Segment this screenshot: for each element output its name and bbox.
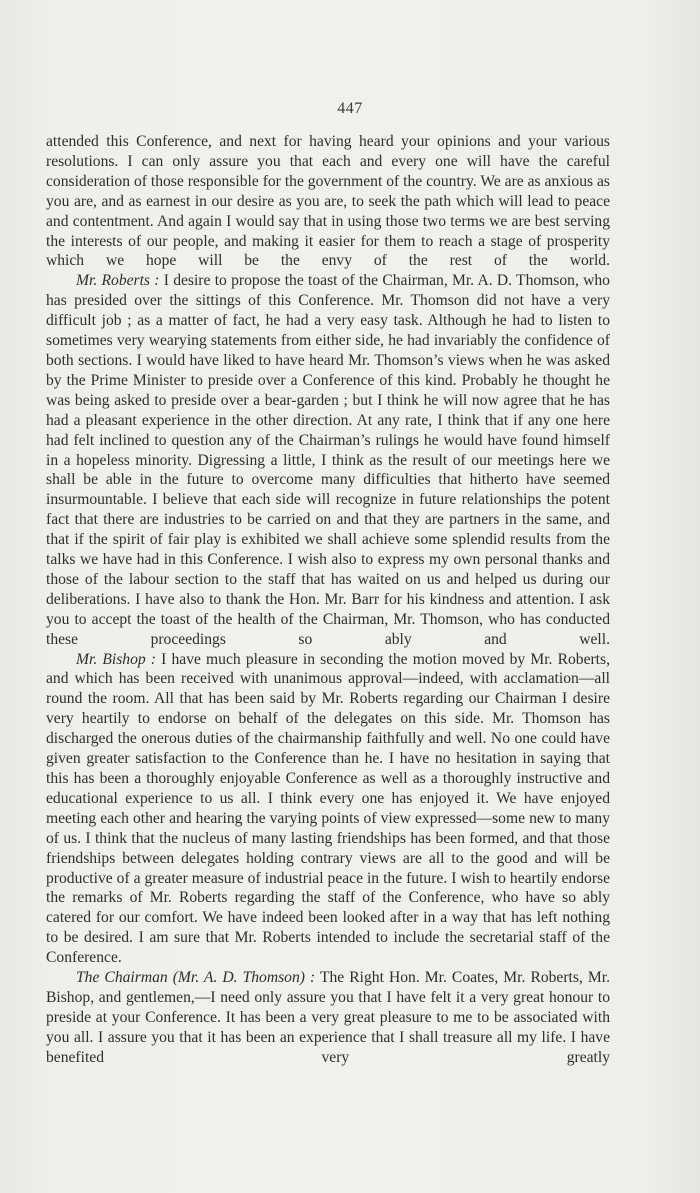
body-text: [46, 132, 610, 1068]
paragraph-bishop: [46, 650, 610, 969]
paragraph-text: attended this Conference, and next for having heard your opinions and your various resolutions. I can only assure you that each and every one will have the careful consideration of those responsible for the government of the country. We are as anxious as you are, and as earnest in our desire as you are, to seek the path which will lead to peace and contentment. And again I would say that in using those two terms we are best serving the interests of our people, and making it easier for them to reach a stage of prosperity which we hope will be the envy of the rest of the world.: [46, 133, 610, 270]
speaker-name: Mr. Bishop :: [76, 650, 157, 668]
paragraph-roberts: [46, 271, 610, 649]
paragraph-text: The Right Hon. Mr. Coates, Mr. Roberts, Mr. Bishop, and gentlemen,—I need only assure you that I have felt it a very great honour to preside at your Conference. It has been a very great pleasure to me to be associated with you all. I assure you that it has been an experience that I shall treasure all my life. I have benefited very greatly: [46, 969, 610, 1066]
paragraph-chairman: [46, 968, 610, 1068]
speaker-name: The Chairman (Mr. A. D. Thomson) :: [76, 969, 316, 987]
page-number: 447: [337, 100, 363, 117]
speaker-name: Mr. Roberts :: [76, 272, 160, 290]
paragraph-text: I desire to propose the toast of the Chairman, Mr. A. D. Thomson, who has presided over the sittings of this Conference. Mr. Thomson did not have a very difficult job ; as a matter of fact, he had a very easy task. Although he had to listen to sometimes very wearying statements from either side, he had invariably the confidence of both sections. I would have liked to have heard Mr. Thomson’s views when he was asked by the Prime Minister to preside over a Conference of this kind. Probably he thought he was being asked to preside over a bear-garden ; but I think he will now agree that he has had a pleasant experience in the other direction. At any rate, I think that if any one here had felt inclined to question any of the Chairman’s rulings he would have found himself in a hopeless minority. Digressing a little, I think as the result of our meetings here we shall be able in the future to overcome many difficulties that hitherto have seemed insurmountable. I believe that each side will recognize in future relationships the potent fact that there are industries to be carried on and that they are partners in the same, and that if the spirit of fair play is exhibited we shall achieve some splendid results from the talks we have had in this Conference. I wish also to express my own personal thanks and those of the labour section to the staff that has waited on us and helped us during our deliberations. I have also to thank the Hon. Mr. Barr for his kindness and attention. I ask you to accept the toast of the health of the Chairman, Mr. Thomson, who has conducted these proceedings so ably and well.: [46, 272, 610, 648]
paragraph-continuation: [46, 132, 610, 271]
paragraph-text: I have much pleasure in seconding the motion moved by Mr. Roberts, and which has been received with unanimous approval—indeed, with acclamation—all round the room. All that has been said by Mr. Roberts regarding our Chairman I desire very heartily to endorse on behalf of the delegates on this side. Mr. Thomson has discharged the onerous duties of the chairmanship faithfully and well. No one could have given greater satisfaction to the Conference than he. I have no hesitation in saying that this has been a thoroughly enjoyable Conference as well as a thoroughly instructive and educational experience to us all. I think every one has enjoyed it. We have enjoyed meeting each other and hearing the varying points of view expressed—some new to many of us. I think that the nucleus of many lasting friendships has been formed, and that those friendships between delegates holding contrary views are all to the good and will be productive of a greater measure of industrial peace in the future. I wish to heartily endorse the remarks of Mr. Roberts regarding the staff of the Conference, who have so ably catered for our comfort. We have indeed been looked after in a way that has left nothing to be desired. I am sure that Mr. Roberts intended to include the secretarial staff of the Conference.: [46, 650, 610, 967]
